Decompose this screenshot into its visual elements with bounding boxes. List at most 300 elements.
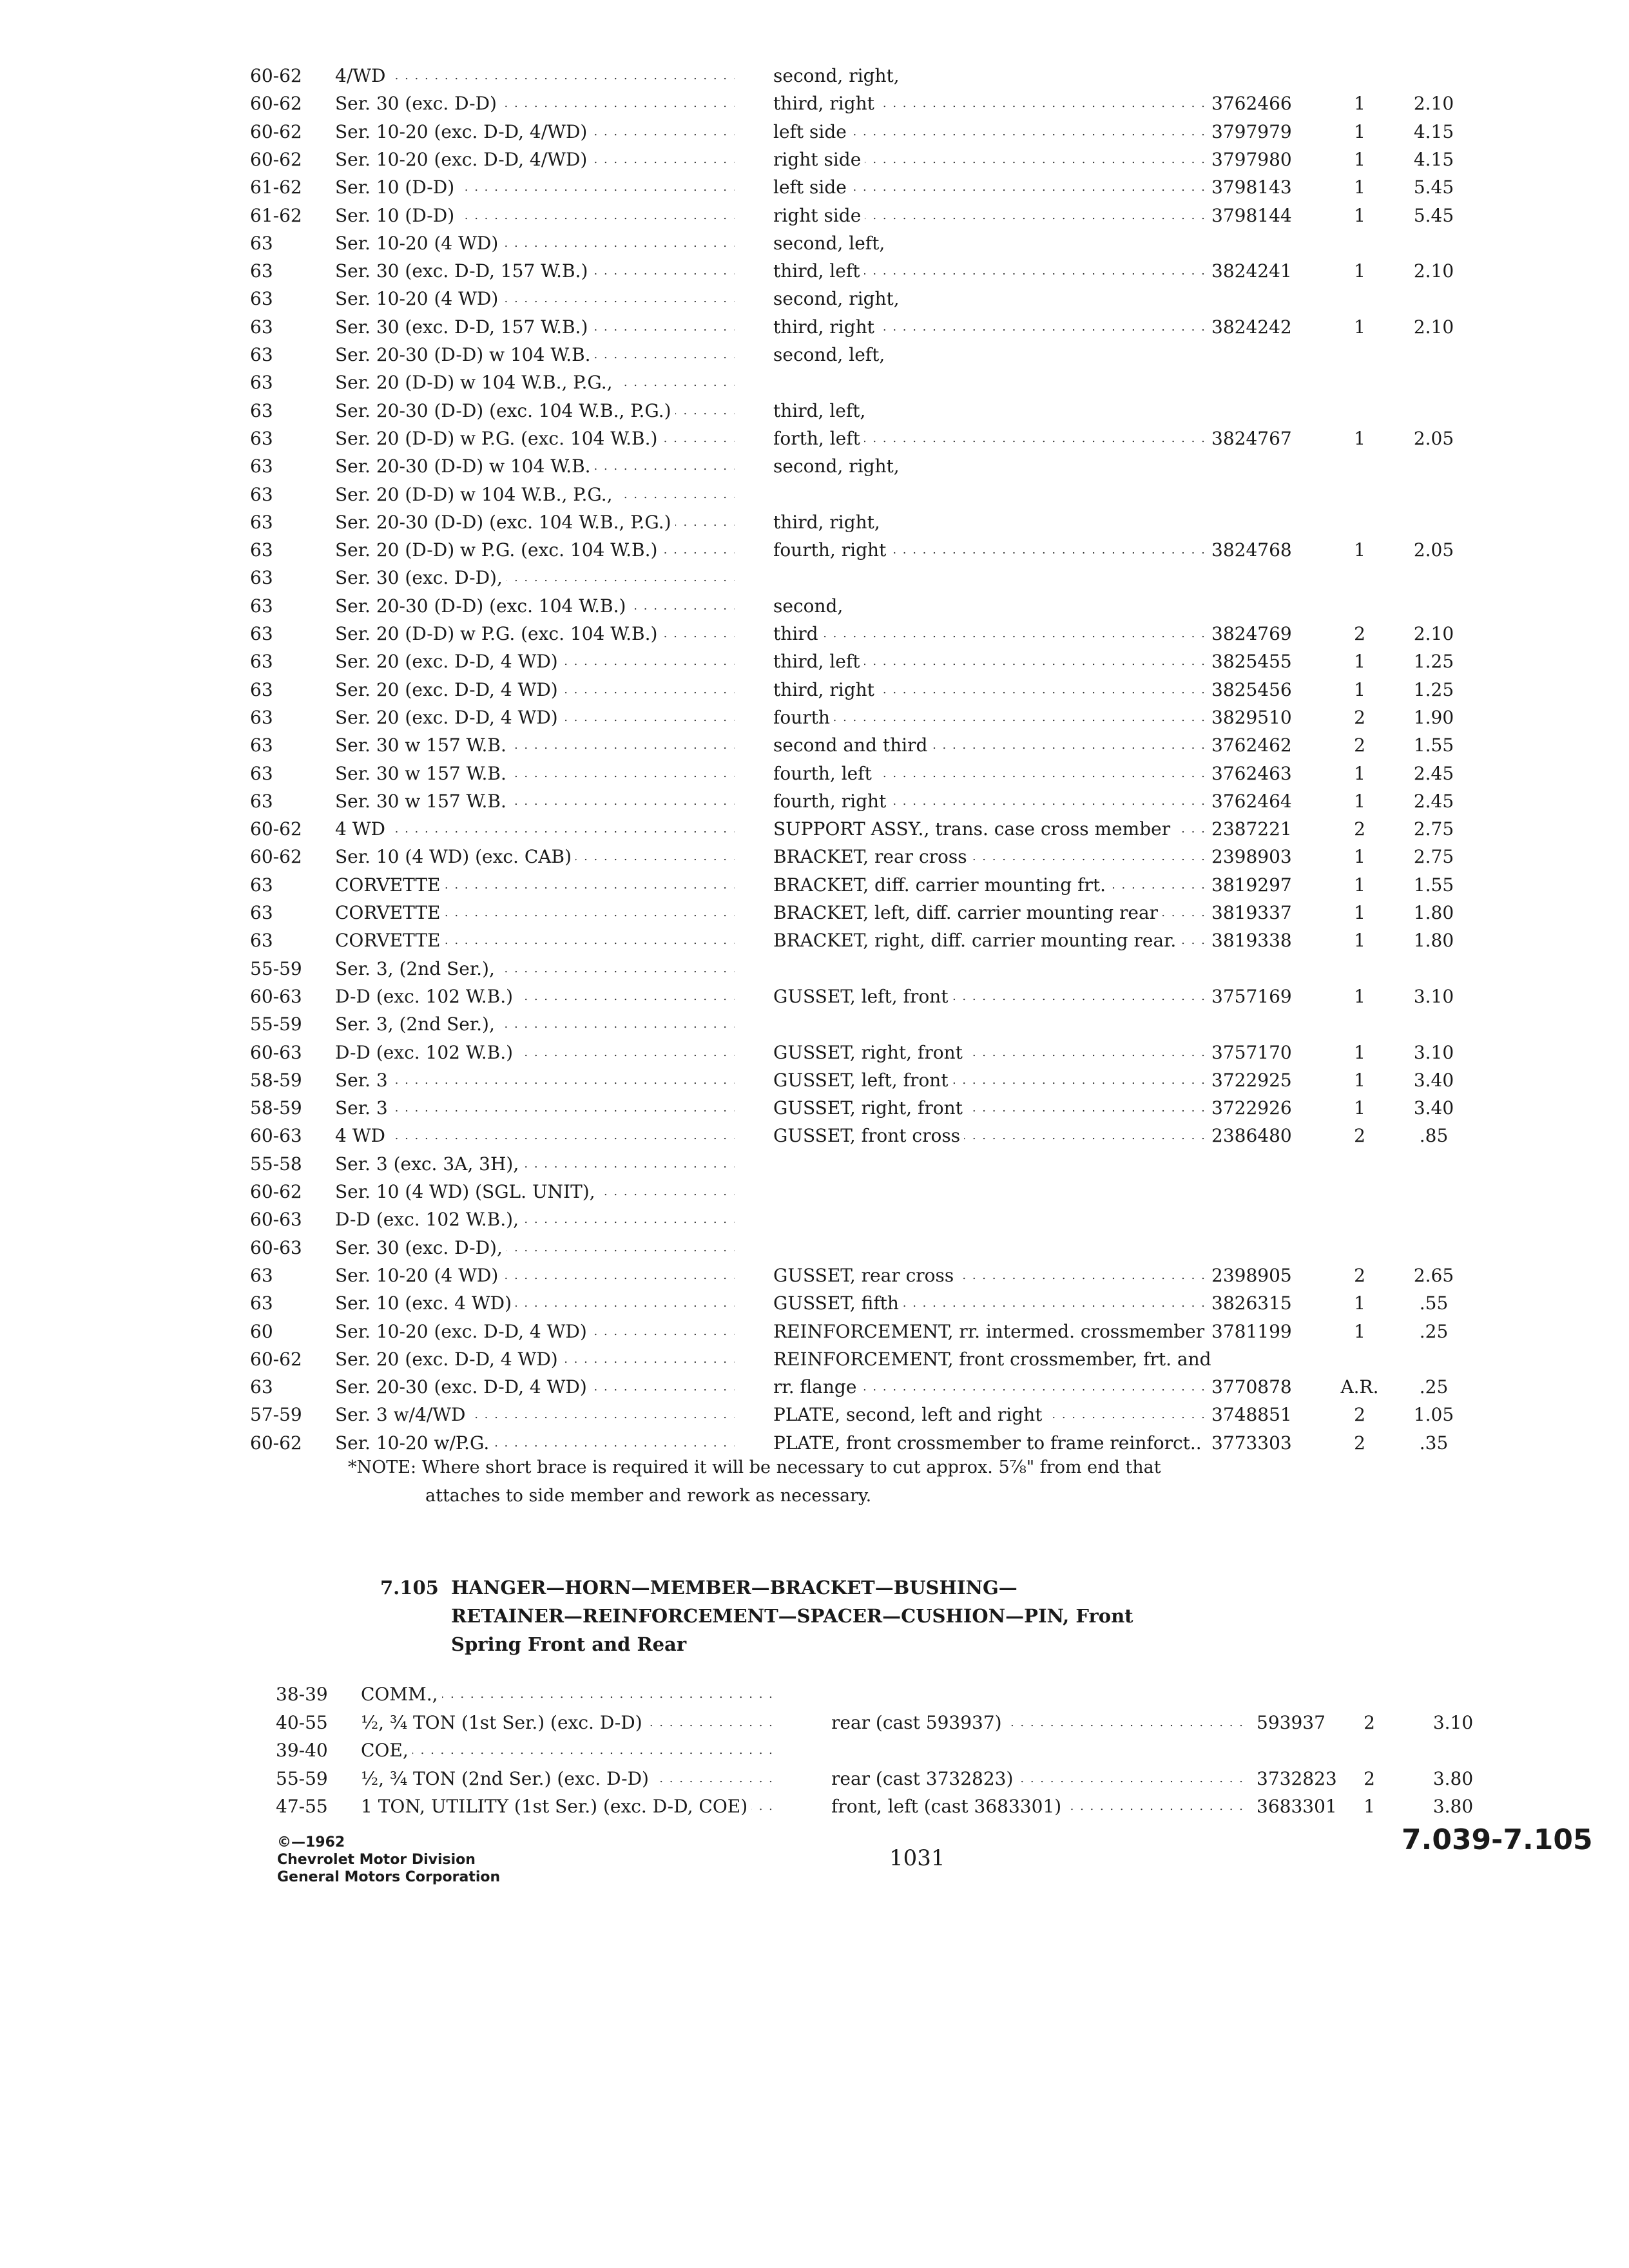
price-text: 4.15 [1413, 120, 1454, 142]
price-text: 3.80 [1432, 1796, 1474, 1817]
description [773, 341, 1211, 369]
price-text: 3.40 [1413, 1097, 1454, 1119]
table-row [0, 1680, 1629, 1709]
model-years-text: 60 [250, 1320, 273, 1342]
part-number-text: 2386480 [1211, 1125, 1292, 1147]
table-row [0, 620, 1629, 648]
model-years [250, 1010, 327, 1039]
model-years-text: 60-62 [250, 148, 302, 170]
part-number-text: 3722926 [1211, 1097, 1292, 1119]
model-years [250, 229, 327, 258]
application [335, 843, 735, 871]
application [335, 592, 735, 620]
model-years [250, 1289, 327, 1318]
model-years [250, 1206, 327, 1234]
table-row [0, 90, 1629, 118]
quantity-text: 1 [1354, 177, 1365, 198]
quantity [1340, 1765, 1398, 1793]
model-years [250, 62, 327, 90]
price-text: .35 [1419, 1432, 1449, 1454]
quantity-text: 2 [1354, 818, 1365, 840]
price [1392, 1122, 1476, 1150]
quantity-text: 1 [1354, 1097, 1365, 1119]
description [773, 118, 1211, 146]
note-line-1: *NOTE: Where short brace is required it will be necessary to cut approx. 5⅞" from end that [348, 1457, 1161, 1477]
table-row [0, 704, 1629, 732]
model-years-text: 60-62 [250, 846, 302, 868]
model-years [250, 1066, 327, 1095]
model-years-text: 63 [250, 232, 273, 254]
part-number [1211, 787, 1327, 816]
price [1392, 731, 1476, 760]
application [335, 1039, 735, 1067]
description-text: third, left [773, 260, 864, 282]
application [335, 1094, 735, 1122]
description-text: third, left [773, 651, 864, 672]
price [1392, 787, 1476, 816]
application-text: Ser. 20 (exc. D-D, 4 WD) [335, 1349, 562, 1370]
description [773, 452, 1211, 481]
quantity [1331, 202, 1389, 230]
application [335, 731, 735, 760]
model-years [250, 1429, 327, 1457]
application-text: 4 WD [335, 1125, 389, 1146]
description-text: GUSSET, right, front [773, 1097, 967, 1119]
quantity [1331, 1401, 1389, 1429]
application [335, 815, 735, 843]
table-row [0, 1178, 1629, 1206]
model-years-text: 47-55 [276, 1796, 328, 1817]
description-text: GUSSET, rear cross [773, 1265, 958, 1286]
model-years [250, 397, 327, 425]
model-years-text: 63 [250, 456, 273, 477]
quantity-text: 1 [1354, 539, 1365, 561]
table-row [0, 118, 1629, 146]
part-number-text: 3824242 [1211, 316, 1292, 338]
description [773, 425, 1211, 453]
quantity-text: 1 [1354, 120, 1365, 142]
table-row [0, 452, 1629, 481]
part-number [1211, 871, 1327, 899]
model-years [250, 1178, 327, 1206]
application [361, 1736, 773, 1765]
application [335, 508, 735, 537]
application [335, 1206, 735, 1234]
part-number-text: 2398905 [1211, 1264, 1292, 1286]
application-text: ½, ¾ TON (1st Ser.) (exc. D-D) [361, 1712, 646, 1733]
application-text: Ser. 30 w 157 W.B. [335, 735, 510, 756]
model-years-text: 60-63 [250, 1041, 302, 1063]
application [335, 425, 735, 453]
application-text: Ser. 20 (D-D) w 104 W.B., P.G., [335, 372, 617, 393]
table-row [0, 1094, 1629, 1122]
application-text: Ser. 20 (exc. D-D, 4 WD) [335, 679, 562, 700]
price [1392, 202, 1476, 230]
part-number [1211, 1289, 1327, 1318]
quantity-text: 2 [1354, 735, 1365, 756]
part-number [1211, 843, 1327, 871]
price-text: 2.10 [1413, 623, 1454, 644]
application-text: Ser. 20 (D-D) w 104 W.B., P.G., [335, 484, 617, 505]
description-text: third [773, 623, 822, 644]
application-text: Ser. 20 (exc. D-D, 4 WD) [335, 707, 562, 728]
application-text: CORVETTE [335, 874, 444, 896]
price-text: 2.05 [1413, 539, 1454, 561]
part-number-text: 2398903 [1211, 846, 1292, 868]
price-text: 2.45 [1413, 790, 1454, 812]
description [773, 1345, 1211, 1374]
quantity-text: 2 [1364, 1767, 1375, 1789]
quantity-text: 2 [1354, 623, 1365, 644]
application-text: Ser. 30 (exc. D-D, 157 W.B.) [335, 316, 592, 338]
table-row [0, 1792, 1629, 1821]
part-number [1211, 1373, 1327, 1401]
quantity [1331, 731, 1389, 760]
application-text: Ser. 30 (exc. D-D), [335, 1237, 506, 1258]
description [773, 843, 1211, 871]
table-row [0, 536, 1629, 564]
price-text: 1.05 [1413, 1404, 1454, 1426]
description-text: PLATE, front crossmember to frame reinforct.. [773, 1432, 1206, 1454]
description-text: third, right, [773, 511, 880, 533]
description-text: third, right [773, 316, 878, 338]
model-years [250, 1262, 327, 1290]
table-row [0, 1122, 1629, 1150]
table-row [0, 1234, 1629, 1262]
application [335, 983, 735, 1011]
application-text: Ser. 20-30 (D-D) w 104 W.B. [335, 344, 595, 365]
table-row [0, 397, 1629, 425]
price [1392, 1094, 1476, 1122]
application [335, 397, 735, 425]
application-text: Ser. 10-20 (exc. D-D, 4/WD) [335, 121, 591, 142]
application-text: Ser. 10-20 (exc. D-D, 4 WD) [335, 1321, 591, 1342]
description [773, 1122, 1211, 1150]
model-years [250, 983, 327, 1011]
description [773, 899, 1211, 927]
part-number [1211, 815, 1327, 843]
description [831, 1792, 1244, 1821]
part-number-text: 3797979 [1211, 120, 1292, 142]
price [1392, 843, 1476, 871]
part-number [1211, 257, 1327, 285]
part-number-text: 3819338 [1211, 930, 1292, 952]
part-number-text: 3825455 [1211, 651, 1292, 673]
model-years-text: 38-39 [276, 1684, 328, 1705]
description-text: right side [773, 149, 865, 170]
model-years-text: 63 [250, 706, 273, 728]
price [1392, 1429, 1476, 1457]
model-years [250, 760, 327, 788]
model-years-text: 55-59 [250, 957, 302, 979]
table-row [0, 843, 1629, 871]
part-number-text: 3819337 [1211, 902, 1292, 923]
quantity-text: 2 [1354, 1125, 1365, 1147]
model-years-text: 60-63 [250, 1125, 302, 1147]
part-number [1211, 146, 1327, 174]
model-years [250, 202, 327, 230]
quantity [1331, 146, 1389, 174]
description-text: second and third [773, 735, 931, 756]
part-number-text: 3824767 [1211, 427, 1292, 449]
part-number [1211, 313, 1327, 341]
table-row [0, 927, 1629, 955]
model-years-text: 63 [250, 372, 273, 394]
application [335, 257, 735, 285]
description [773, 285, 1211, 313]
table-row [0, 648, 1629, 676]
price-text: 2.75 [1413, 818, 1454, 840]
part-number-text: 3797980 [1211, 148, 1292, 170]
description-text: left side [773, 121, 851, 142]
model-years [250, 1373, 327, 1401]
description [773, 676, 1211, 704]
model-years [250, 425, 327, 453]
price-text: 1.55 [1413, 874, 1454, 896]
quantity-text: 2 [1354, 1432, 1365, 1454]
table-row [0, 1429, 1629, 1457]
part-number-text: 3762463 [1211, 762, 1292, 784]
price-text: 1.25 [1413, 678, 1454, 700]
description-text: BRACKET, left, diff. carrier mounting rear [773, 902, 1162, 923]
price-text: 3.10 [1432, 1711, 1474, 1733]
price [1392, 257, 1476, 285]
division: Chevrolet Motor Division [277, 1852, 476, 1868]
application [335, 564, 735, 592]
part-number [1211, 173, 1327, 202]
application-text: Ser. 10-20 (4 WD) [335, 1265, 502, 1286]
part-number [1211, 731, 1327, 760]
application-text: Ser. 30 (exc. D-D) [335, 93, 501, 114]
quantity [1331, 1066, 1389, 1095]
model-years-text: 60-63 [250, 985, 302, 1007]
model-years [250, 704, 327, 732]
description-text: second, right, [773, 65, 900, 86]
quantity [1331, 173, 1389, 202]
table-row [0, 899, 1629, 927]
price-text: 1.55 [1413, 735, 1454, 756]
description [773, 1262, 1211, 1290]
model-years [250, 1122, 327, 1150]
model-years-text: 63 [250, 288, 273, 310]
price-text: 3.10 [1413, 985, 1454, 1007]
table-row [0, 285, 1629, 313]
model-years [250, 369, 327, 397]
application-text: Ser. 10 (4 WD) (SGL. UNIT), [335, 1181, 599, 1202]
price [1392, 760, 1476, 788]
table-row [0, 1765, 1629, 1793]
quantity-text: 1 [1354, 1293, 1365, 1314]
model-years [250, 257, 327, 285]
application [335, 760, 735, 788]
quantity-text: 1 [1354, 1041, 1365, 1063]
table-row [0, 760, 1629, 788]
footer-publisher [277, 1834, 500, 1886]
application-text: Ser. 10 (D-D) [335, 205, 458, 226]
part-number-text: 3824769 [1211, 623, 1292, 644]
model-years [250, 648, 327, 676]
part-number-text: 3770878 [1211, 1376, 1292, 1398]
table-row [0, 257, 1629, 285]
table-row [0, 1039, 1629, 1067]
model-years-text: 60-62 [250, 1432, 302, 1454]
quantity [1331, 257, 1389, 285]
quantity [1331, 425, 1389, 453]
description [773, 62, 1211, 90]
application-text: Ser. 20-30 (D-D) (exc. 104 W.B., P.G.) [335, 512, 675, 533]
quantity [1331, 1094, 1389, 1122]
quantity-text: 2 [1354, 1264, 1365, 1286]
table-row [0, 787, 1629, 816]
application-text: Ser. 30 (exc. D-D, 157 W.B.) [335, 260, 592, 282]
page-number: 1031 [889, 1845, 945, 1871]
quantity-text: 1 [1354, 651, 1365, 673]
price-text: .25 [1419, 1320, 1449, 1342]
section-title-line-2: RETAINER—REINFORCEMENT—SPACER—CUSHION—PIN, Front [451, 1605, 1133, 1627]
application [335, 620, 735, 648]
section-range: 7.039-7.105 [1402, 1823, 1593, 1856]
price [1392, 1289, 1476, 1318]
application-text: COE, [361, 1740, 412, 1761]
model-years-text: 60-62 [250, 1348, 302, 1370]
description [773, 815, 1211, 843]
application-text: COMM., [361, 1684, 442, 1705]
model-years-text: 63 [250, 902, 273, 923]
description [773, 257, 1211, 285]
description-text: second, right, [773, 288, 900, 310]
quantity [1340, 1792, 1398, 1821]
price [1392, 1401, 1476, 1429]
price [1392, 648, 1476, 676]
model-years [250, 899, 327, 927]
application [335, 899, 735, 927]
section-title-line-1: HANGER—HORN—MEMBER—BRACKET—BUSHING— [451, 1577, 1017, 1599]
description-text: rear (cast 3732823) [831, 1768, 1017, 1789]
price [1411, 1765, 1495, 1793]
price [1392, 1039, 1476, 1067]
application-text: Ser. 3 [335, 1097, 392, 1119]
model-years [276, 1765, 353, 1793]
model-years-text: 63 [250, 790, 273, 812]
quantity [1331, 90, 1389, 118]
quantity-text: 2 [1364, 1711, 1375, 1733]
application [335, 1401, 735, 1429]
model-years [250, 731, 327, 760]
model-years [250, 592, 327, 620]
part-number-text: 3748851 [1211, 1404, 1292, 1426]
model-years [250, 1039, 327, 1067]
price-text: .55 [1419, 1293, 1449, 1314]
application [335, 704, 735, 732]
description-text: REINFORCEMENT, front crossmember, frt. and [773, 1348, 1211, 1370]
part-number [1211, 620, 1327, 648]
description [773, 397, 1211, 425]
table-row [0, 1736, 1629, 1765]
model-years-text: 63 [250, 1264, 273, 1286]
price [1392, 90, 1476, 118]
part-number [1211, 90, 1327, 118]
application [335, 90, 735, 118]
model-years-text: 55-58 [250, 1153, 302, 1175]
model-years-text: 63 [250, 651, 273, 673]
price-text: 4.15 [1413, 148, 1454, 170]
application-text: Ser. 20 (D-D) w P.G. (exc. 104 W.B.) [335, 623, 661, 644]
part-number [1211, 1318, 1327, 1346]
quantity [1331, 1039, 1389, 1067]
application [335, 481, 735, 509]
description-text: third, right [773, 679, 878, 700]
application-text: Ser. 10 (4 WD) (exc. CAB) [335, 846, 575, 867]
description [773, 760, 1211, 788]
section-number: 7.105 [380, 1577, 439, 1599]
price-text: 2.75 [1413, 846, 1454, 868]
application [335, 1262, 735, 1290]
description [773, 1094, 1211, 1122]
description [773, 983, 1211, 1011]
price-text: 2.65 [1413, 1264, 1454, 1286]
description [773, 1039, 1211, 1067]
price-text: 2.45 [1413, 762, 1454, 784]
description-text: third, right [773, 93, 878, 114]
model-years [276, 1792, 353, 1821]
description-text: GUSSET, front cross [773, 1125, 964, 1146]
table-row [0, 1401, 1629, 1429]
model-years [250, 341, 327, 369]
application-text: Ser. 30 (exc. D-D), [335, 567, 506, 588]
price-text: 3.80 [1432, 1767, 1474, 1789]
model-years-text: 63 [250, 344, 273, 365]
price-text: 1.90 [1413, 706, 1454, 728]
quantity [1331, 787, 1389, 816]
table-row [0, 592, 1629, 620]
quantity [1331, 983, 1389, 1011]
application [361, 1765, 773, 1793]
table-row [0, 1206, 1629, 1234]
description [773, 927, 1211, 955]
part-number [1211, 1039, 1327, 1067]
model-years-text: 60-63 [250, 1236, 302, 1258]
part-number-text: 3819297 [1211, 874, 1292, 896]
part-number-text: 3826315 [1211, 1293, 1292, 1314]
quantity [1331, 536, 1389, 564]
model-years-text: 58-59 [250, 1097, 302, 1119]
price [1392, 704, 1476, 732]
description [773, 704, 1211, 732]
quantity-text: 1 [1354, 930, 1365, 952]
part-number [1211, 1094, 1327, 1122]
price-text: 1.25 [1413, 651, 1454, 673]
quantity [1331, 1373, 1389, 1401]
description-text: fourth, right [773, 791, 890, 812]
quantity-text: 1 [1354, 148, 1365, 170]
table-row [0, 731, 1629, 760]
description-text: GUSSET, left, front [773, 1070, 952, 1091]
model-years-text: 60-62 [250, 120, 302, 142]
model-years [250, 285, 327, 313]
model-years-text: 55-59 [276, 1767, 328, 1789]
description-text: fourth [773, 707, 834, 728]
application [335, 369, 735, 397]
application [335, 1318, 735, 1346]
model-years-text: 63 [250, 595, 273, 617]
part-number-text: 3781199 [1211, 1320, 1292, 1342]
price [1392, 425, 1476, 453]
description [773, 90, 1211, 118]
description-text: second, right, [773, 456, 900, 477]
model-years [250, 955, 327, 983]
quantity [1331, 871, 1389, 899]
application [335, 313, 735, 341]
